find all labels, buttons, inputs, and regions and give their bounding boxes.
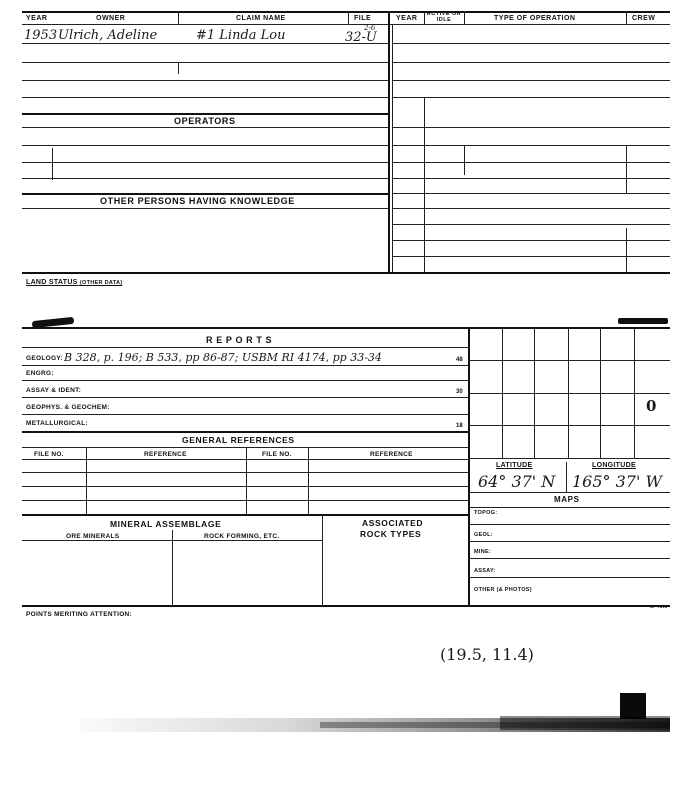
rock-types-label: ROCK TYPES — [360, 529, 422, 539]
longitude-label: LONGITUDE — [592, 462, 636, 469]
header-active-or-idle: ACTIVE OR IDLE — [426, 11, 462, 23]
header-type-of-operation: TYPE OF OPERATION — [494, 15, 576, 22]
entry-claim-name: #1 Linda Lou — [196, 28, 286, 43]
rock-forming-label: ROCK FORMING, ETC. — [204, 533, 280, 540]
gen-ref-col-reference-2: REFERENCE — [370, 451, 413, 458]
entry-file-note: 2-6 — [364, 24, 376, 32]
report-label-assay: ASSAY & IDENT: — [26, 387, 82, 394]
report-label-geophys: GEOPHYS. & GEOCHEM: — [26, 404, 110, 411]
report-num-assay: 30 — [456, 389, 463, 395]
scan-noise-band — [20, 702, 670, 742]
general-references-title: GENERAL REFERENCES — [182, 435, 295, 445]
land-status-label — [26, 279, 122, 286]
map-row-mine: MINE: — [474, 549, 492, 555]
coordinate-note: (19.5, 11.4) — [440, 645, 534, 664]
form-code: BF 7818 — [650, 604, 668, 609]
entry-year: 1953 — [24, 28, 58, 43]
other-persons-label: OTHER PERSONS HAVING KNOWLEDGE — [100, 196, 295, 206]
header-claim-name: CLAIM NAME — [236, 15, 286, 22]
ore-minerals-label: ORE MINERALS — [66, 533, 120, 540]
map-row-topog: TOPOG: — [474, 510, 498, 516]
map-row-assay: ASSAY: — [474, 568, 496, 574]
entry-owner: Ulrich, Adeline — [58, 28, 158, 43]
gen-ref-col-file-no-1: FILE NO. — [34, 451, 64, 458]
header-file: FILE — [354, 15, 372, 22]
report-label-engrg: ENGRG: — [26, 370, 54, 377]
report-label-geology: GEOLOGY: — [26, 355, 63, 362]
latitude-label: LATITUDE — [496, 462, 533, 469]
report-label-metallurgical: METALLURGICAL: — [26, 420, 88, 427]
latitude-value: 64° 37' N — [478, 472, 556, 491]
associated-label: ASSOCIATED — [362, 518, 424, 528]
report-num-geology: 48 — [456, 357, 463, 363]
gen-ref-col-file-no-2: FILE NO. — [262, 451, 292, 458]
mineral-assemblage-title: MINERAL ASSEMBLAGE — [110, 519, 222, 529]
report-num-metallurgical: 18 — [456, 423, 463, 429]
reports-title: R E P O R T S — [206, 335, 273, 345]
map-row-geol: GEOL: — [474, 532, 493, 538]
points-meriting-attention-label: POINTS MERITING ATTENTION: — [26, 611, 133, 618]
map-row-other: OTHER (& PHOTOS) — [474, 587, 532, 593]
header-year: YEAR — [26, 15, 48, 22]
header-year-2: YEAR — [396, 15, 418, 22]
redaction-mark-right — [618, 318, 668, 324]
header-owner: OWNER — [96, 15, 126, 22]
entry-file: 32-U — [345, 30, 377, 45]
maps-title: MAPS — [554, 495, 580, 504]
report-value-geology: B 328, p. 196; B 533, pp 86-87; USBM RI 4174, pp 33-34 — [64, 351, 382, 364]
operators-label: OPERATORS — [174, 116, 236, 126]
land-status-subtitle: (OTHER DATA) — [79, 280, 123, 286]
grid-mark: 0 — [646, 397, 657, 415]
land-status-title: LAND STATUS — [26, 279, 78, 286]
header-crew: CREW — [632, 15, 656, 22]
longitude-value: 165° 37' W — [572, 472, 662, 491]
gen-ref-col-reference-1: REFERENCE — [144, 451, 187, 458]
